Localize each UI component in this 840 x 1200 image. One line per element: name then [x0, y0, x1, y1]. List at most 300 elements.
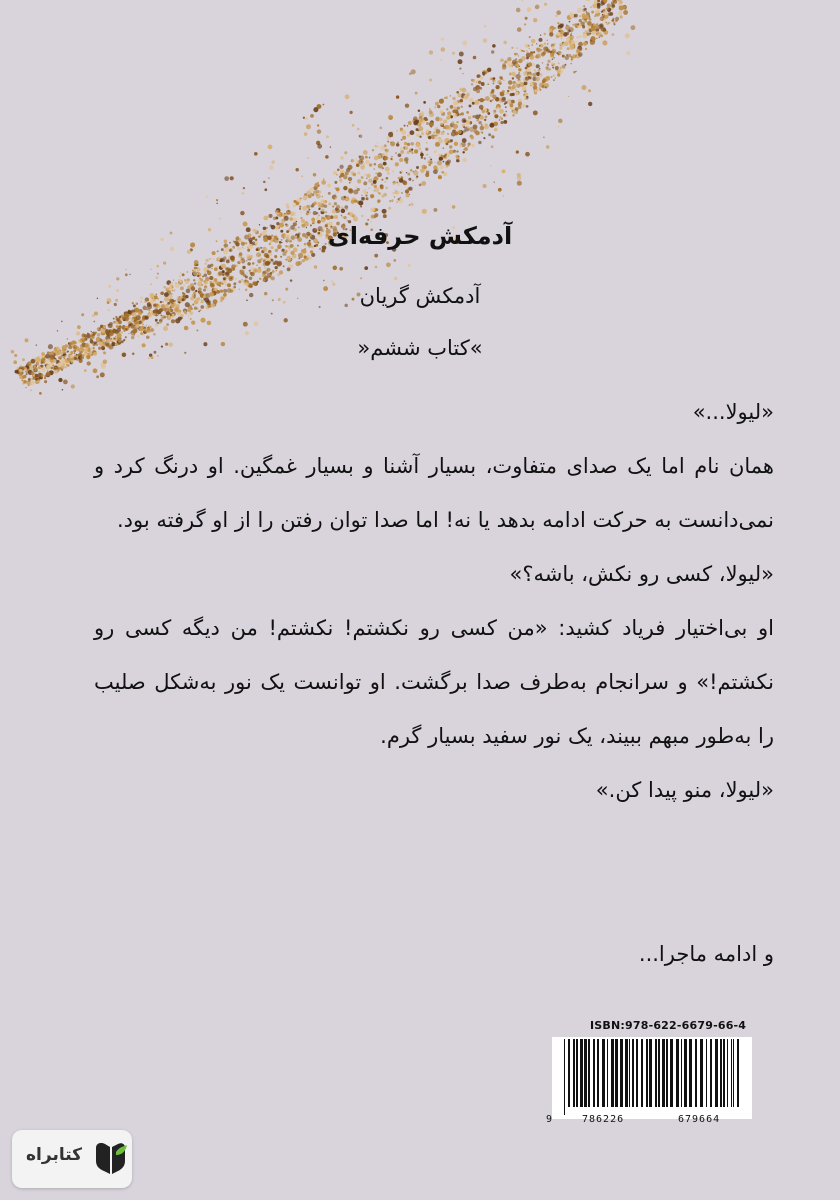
glitter-dot [526, 57, 529, 60]
glitter-dot [93, 368, 98, 373]
glitter-dot [349, 111, 352, 114]
glitter-dot [311, 218, 315, 222]
glitter-dot [525, 152, 530, 157]
glitter-dot [421, 181, 426, 186]
glitter-dot [609, 22, 611, 24]
glitter-dot [388, 132, 393, 137]
glitter-dot [570, 14, 574, 18]
glitter-dot [321, 216, 323, 218]
glitter-dot [619, 0, 623, 4]
glitter-dot [438, 137, 440, 139]
glitter-dot [481, 132, 483, 134]
glitter-dot [425, 165, 427, 167]
glitter-dot [514, 53, 517, 56]
glitter-dot [549, 29, 552, 32]
glitter-dot [316, 212, 319, 215]
glitter-dot [453, 129, 456, 132]
glitter-dot [232, 276, 234, 278]
glitter-dot [19, 369, 23, 373]
glitter-dot [302, 259, 305, 262]
glitter-dot [478, 99, 480, 101]
glitter-dot [307, 205, 311, 209]
glitter-dot [389, 200, 391, 202]
glitter-dot [634, 24, 635, 25]
glitter-dot [204, 263, 206, 265]
glitter-dot [516, 53, 517, 54]
glitter-dot [370, 194, 374, 198]
glitter-dot [242, 266, 245, 269]
glitter-dot [57, 367, 59, 369]
glitter-dot [177, 312, 181, 316]
glitter-dot [420, 169, 424, 173]
glitter-dot [554, 43, 555, 44]
glitter-dot [464, 147, 468, 151]
glitter-dot [392, 199, 394, 201]
glitter-dot [166, 311, 170, 315]
glitter-dot [194, 267, 197, 270]
glitter-dot [569, 45, 574, 50]
glitter-dot [212, 258, 214, 260]
barcode-bar [681, 1039, 682, 1107]
glitter-dot [268, 214, 272, 218]
glitter-dot [198, 279, 202, 283]
glitter-dot [499, 109, 504, 114]
glitter-dot [510, 107, 513, 110]
glitter-dot [153, 313, 156, 316]
glitter-dot [31, 360, 35, 364]
glitter-dot [290, 251, 294, 255]
glitter-dot [307, 157, 309, 159]
glitter-dot [553, 74, 556, 77]
glitter-dot [515, 58, 517, 60]
glitter-dot [103, 326, 105, 328]
glitter-dot [116, 318, 119, 321]
glitter-dot [282, 252, 286, 256]
glitter-dot [508, 80, 513, 85]
glitter-dot [533, 110, 538, 115]
glitter-dot [509, 72, 512, 75]
glitter-dot [439, 118, 443, 122]
glitter-dot [600, 35, 603, 38]
glitter-dot [257, 281, 259, 283]
glitter-dot [587, 21, 592, 26]
glitter-dot [254, 262, 256, 264]
glitter-dot [71, 384, 75, 388]
glitter-dot [157, 314, 158, 315]
glitter-dot [582, 13, 586, 17]
glitter-dot [60, 368, 61, 369]
glitter-dot [222, 270, 225, 273]
glitter-dot [583, 42, 587, 46]
glitter-dot [410, 170, 412, 172]
glitter-dot [478, 119, 479, 120]
glitter-dot [518, 105, 522, 109]
glitter-dot [456, 121, 458, 123]
glitter-dot [369, 163, 372, 166]
glitter-dot [561, 38, 563, 40]
glitter-dot [459, 144, 462, 147]
glitter-dot [434, 136, 438, 140]
glitter-dot [128, 310, 132, 314]
glitter-dot [602, 40, 607, 45]
glitter-dot [551, 62, 554, 65]
glitter-dot [577, 11, 579, 13]
glitter-dot [450, 139, 453, 142]
glitter-dot [547, 60, 550, 63]
glitter-dot [150, 326, 152, 328]
glitter-dot [396, 95, 399, 98]
glitter-dot [518, 55, 520, 57]
glitter-dot [384, 181, 386, 183]
glitter-dot [564, 64, 566, 66]
glitter-dot [570, 34, 572, 36]
glitter-dot [365, 195, 367, 197]
glitter-dot [190, 318, 192, 320]
glitter-dot [280, 256, 282, 258]
glitter-dot [58, 362, 63, 367]
glitter-dot [391, 158, 393, 160]
ketabrah-badge[interactable] [12, 1130, 132, 1188]
glitter-dot [447, 141, 449, 143]
glitter-dot [573, 71, 575, 73]
glitter-dot [536, 64, 540, 68]
glitter-dot [211, 267, 213, 269]
glitter-dot [497, 80, 502, 85]
glitter-dot [544, 83, 549, 88]
glitter-dot [66, 364, 68, 366]
glitter-dot [469, 104, 472, 107]
glitter-dot [193, 279, 195, 281]
barcode-bar [607, 1039, 608, 1107]
glitter-dot [120, 331, 123, 334]
glitter-dot [323, 104, 325, 106]
barcode-bar [710, 1039, 712, 1107]
glitter-dot [453, 101, 458, 106]
glitter-dot [546, 145, 549, 148]
glitter-dot [612, 19, 615, 22]
glitter-dot [518, 80, 521, 83]
glitter-dot [440, 59, 442, 61]
glitter-dot [429, 156, 431, 158]
glitter-dot [557, 36, 559, 38]
barcode-bar [720, 1039, 722, 1107]
glitter-dot [441, 47, 446, 52]
glitter-dot [321, 209, 324, 212]
glitter-dot [517, 27, 522, 32]
glitter-dot [615, 17, 619, 21]
glitter-dot [163, 326, 168, 331]
glitter-dot [426, 142, 428, 144]
glitter-dot [517, 181, 522, 186]
glitter-dot [405, 103, 409, 107]
glitter-dot [547, 43, 549, 45]
glitter-dot [374, 156, 379, 161]
glitter-dot [461, 97, 462, 98]
glitter-dot [254, 321, 259, 326]
glitter-dot [134, 308, 139, 313]
glitter-dot [271, 276, 275, 280]
glitter-dot [462, 118, 467, 123]
glitter-dot [483, 184, 487, 188]
glitter-dot [443, 147, 445, 149]
glitter-dot [588, 102, 592, 106]
glitter-dot [421, 156, 423, 158]
glitter-dot [490, 165, 492, 167]
glitter-dot [385, 149, 387, 151]
glitter-dot [293, 200, 296, 203]
glitter-dot [35, 374, 38, 377]
glitter-dot [569, 30, 571, 32]
glitter-dot [268, 144, 273, 149]
glitter-dot [577, 23, 579, 25]
barcode-bar [597, 1039, 599, 1107]
glitter-dot [241, 279, 242, 280]
glitter-dot [357, 172, 360, 175]
glitter-dot [360, 165, 365, 170]
glitter-dot [532, 82, 534, 84]
glitter-dot [309, 257, 312, 260]
glitter-dot [33, 366, 38, 371]
glitter-dot [484, 125, 489, 130]
glitter-dot [392, 170, 395, 173]
glitter-dot [115, 316, 117, 318]
glitter-dot [452, 52, 455, 55]
glitter-dot [58, 378, 62, 382]
glitter-dot [418, 110, 420, 112]
glitter-dot [334, 202, 337, 205]
glitter-dot [345, 171, 349, 175]
glitter-dot [578, 36, 580, 38]
glitter-dot [357, 128, 360, 131]
glitter-dot [84, 369, 87, 372]
glitter-dot [377, 172, 382, 177]
barcode-bar [706, 1039, 707, 1107]
glitter-dot [494, 97, 496, 99]
ketabrah-label: کتابراه [26, 1145, 83, 1165]
glitter-dot [328, 202, 331, 205]
glitter-dot [469, 98, 474, 103]
glitter-dot [446, 108, 448, 110]
glitter-dot [87, 333, 89, 335]
glitter-dot [275, 266, 278, 269]
glitter-dot [471, 83, 473, 85]
glitter-dot [494, 127, 498, 131]
glitter-dot [463, 126, 465, 128]
glitter-dot [212, 251, 216, 255]
glitter-dot [396, 130, 397, 131]
glitter-dot [459, 68, 461, 70]
glitter-dot [407, 125, 408, 126]
glitter-dot [494, 81, 496, 83]
glitter-dot [460, 99, 464, 103]
glitter-dot [116, 328, 121, 333]
glitter-dot [293, 204, 296, 207]
glitter-dot [355, 158, 357, 160]
glitter-dot [97, 328, 99, 330]
glitter-dot [272, 160, 275, 163]
glitter-dot [472, 115, 475, 118]
glitter-dot [240, 211, 244, 215]
glitter-dot [491, 145, 494, 148]
glitter-dot [539, 89, 541, 91]
glitter-dot [495, 85, 499, 89]
glitter-dot [405, 189, 409, 193]
glitter-dot [505, 106, 507, 108]
glitter-dot [178, 279, 181, 282]
glitter-dot [200, 318, 205, 323]
glitter-dot [429, 131, 430, 132]
glitter-dot [604, 20, 608, 24]
glitter-dot [157, 273, 159, 275]
glitter-dot [129, 315, 130, 316]
glitter-dot [451, 121, 454, 124]
glitter-dot [61, 321, 63, 323]
glitter-dot [481, 124, 483, 126]
glitter-dot [61, 369, 64, 372]
glitter-dot [142, 326, 144, 328]
glitter-dot [599, 36, 601, 38]
glitter-dot [608, 22, 610, 24]
glitter-dot [352, 124, 355, 127]
glitter-dot [180, 272, 182, 274]
glitter-dot [535, 76, 540, 81]
glitter-dot [37, 380, 41, 384]
glitter-dot [412, 180, 413, 181]
glitter-dot [491, 89, 494, 92]
glitter-dot [471, 136, 474, 139]
excerpt-paragraph: «لیولا، منو پیدا کن.» [595, 778, 774, 802]
barcode-bar [602, 1039, 605, 1107]
glitter-dot [116, 325, 119, 328]
glitter-dot [204, 274, 208, 278]
glitter-dot [480, 126, 485, 131]
glitter-dot [263, 259, 266, 262]
glitter-dot [534, 69, 536, 71]
glitter-dot [276, 270, 277, 271]
glitter-dot [303, 250, 307, 254]
glitter-dot [566, 37, 570, 41]
glitter-dot [399, 178, 404, 183]
glitter-dot [287, 268, 291, 272]
glitter-dot [428, 136, 431, 139]
glitter-dot [553, 57, 555, 59]
glitter-dot [34, 365, 36, 367]
glitter-dot [222, 259, 225, 262]
series-title: آدمکش حرفه‌ای [327, 222, 513, 250]
glitter-dot [374, 145, 377, 148]
glitter-dot [163, 316, 166, 319]
glitter-dot [123, 329, 125, 331]
glitter-dot [419, 184, 422, 187]
glitter-dot [317, 216, 320, 219]
glitter-dot [41, 374, 44, 377]
glitter-dot [26, 373, 28, 375]
glitter-dot [516, 66, 518, 68]
glitter-dot [173, 279, 174, 280]
glitter-dot [343, 186, 347, 190]
glitter-dot [377, 199, 380, 202]
glitter-dot [433, 165, 437, 169]
barcode-bar [649, 1039, 652, 1107]
glitter-dot [438, 139, 443, 144]
glitter-dot [250, 267, 254, 271]
glitter-dot [442, 161, 444, 163]
glitter-dot [355, 186, 357, 188]
book-title: آدمکش گریان [359, 284, 481, 308]
glitter-dot [156, 276, 159, 279]
glitter-dot [197, 275, 199, 277]
glitter-dot [349, 182, 351, 184]
glitter-dot [568, 54, 571, 57]
glitter-dot [429, 79, 432, 82]
glitter-dot [81, 313, 84, 316]
glitter-dot [150, 310, 154, 314]
glitter-dot [394, 189, 395, 190]
glitter-dot [527, 7, 532, 12]
glitter-dot [437, 160, 442, 165]
glitter-dot [492, 44, 496, 48]
glitter-dot [477, 75, 480, 78]
glitter-dot [297, 198, 301, 202]
glitter-dot [473, 56, 477, 60]
glitter-dot [119, 316, 121, 318]
glitter-dot [125, 273, 128, 276]
glitter-dot [528, 62, 532, 66]
glitter-dot [493, 110, 496, 113]
glitter-dot [426, 122, 429, 125]
glitter-dot [379, 165, 380, 166]
glitter-dot [492, 99, 493, 100]
glitter-dot [419, 136, 421, 138]
glitter-dot [209, 258, 211, 260]
glitter-dot [437, 105, 440, 108]
glitter-dot [317, 124, 319, 126]
glitter-dot [150, 269, 152, 271]
glitter-dot [339, 165, 343, 169]
glitter-dot [552, 46, 555, 49]
glitter-dot [438, 154, 441, 157]
glitter-dot [400, 154, 401, 155]
glitter-dot [317, 202, 321, 206]
glitter-dot [187, 271, 188, 272]
glitter-dot [349, 212, 354, 217]
glitter-dot [21, 379, 23, 381]
glitter-dot [551, 76, 553, 78]
glitter-dot [482, 72, 486, 76]
glitter-dot [318, 208, 320, 210]
glitter-dot [193, 271, 198, 276]
glitter-dot [462, 142, 464, 144]
glitter-dot [478, 121, 481, 124]
glitter-dot [188, 315, 189, 316]
glitter-dot [511, 72, 515, 76]
glitter-dot [131, 325, 134, 328]
glitter-dot [313, 173, 317, 177]
glitter-dot [192, 270, 194, 272]
glitter-dot [174, 316, 175, 317]
glitter-dot [510, 104, 514, 108]
glitter-dot [601, 27, 606, 32]
glitter-dot [243, 187, 245, 189]
glitter-dot [360, 277, 362, 279]
glitter-dot [406, 161, 409, 164]
glitter-dot [559, 66, 562, 69]
glitter-dot [272, 270, 275, 273]
glitter-dot [585, 48, 587, 50]
glitter-dot [199, 278, 201, 280]
glitter-dot [358, 159, 363, 164]
glitter-dot [314, 265, 317, 268]
